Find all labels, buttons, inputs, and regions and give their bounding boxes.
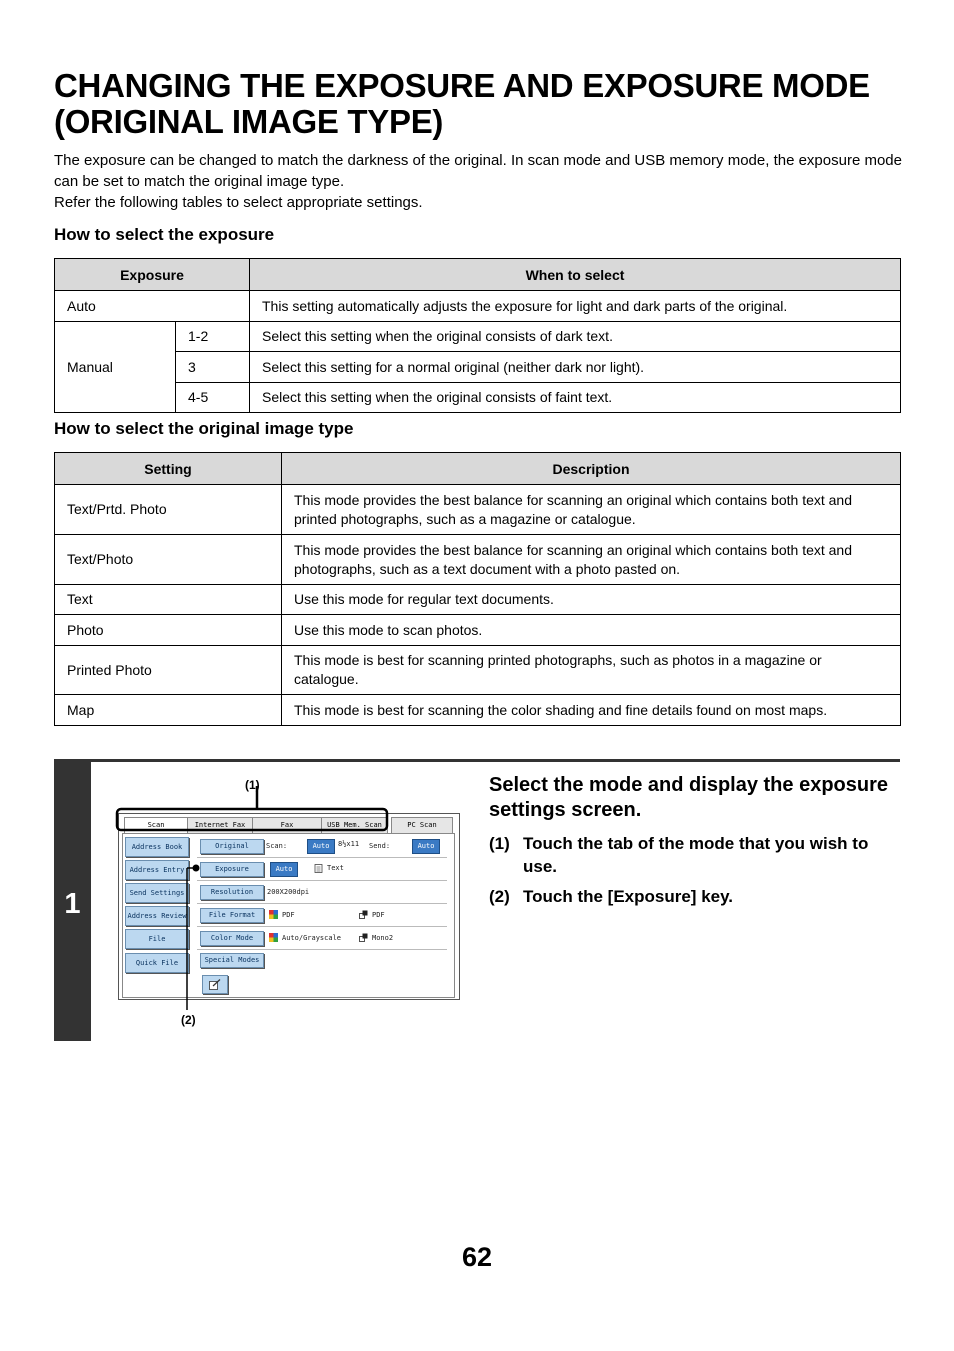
callout-label: (1)	[245, 778, 260, 792]
send-auto-indicator: Auto	[412, 839, 440, 854]
send-settings-button[interactable]: Send Settings	[125, 883, 189, 903]
description-cell: This setting automatically adjusts the exposure for light and dark parts of the original.	[250, 291, 901, 322]
intro-paragraph: The exposure can be changed to match the darkness of the original. In scan mode and USB memory mode, the exposure mode can be set to match the original image type.	[54, 152, 902, 190]
description-cell: This mode is best for scanning the color shading and fine details found on most maps.	[282, 695, 901, 726]
scan-label: Scan:	[266, 842, 288, 850]
level-cell: 3	[176, 352, 250, 383]
file-format-mono-value: PDF	[372, 911, 385, 919]
level-cell: 1-2	[176, 322, 250, 352]
column-header: Description	[282, 453, 901, 485]
page-title: CHANGING THE EXPOSURE AND EXPOSURE MODE (ORIGINAL IMAGE TYPE)	[54, 67, 870, 140]
table-row	[55, 535, 901, 585]
setting-cell: Printed Photo	[55, 646, 282, 695]
table-header-row	[55, 259, 901, 291]
column-header: Exposure	[55, 259, 250, 291]
callout-lines	[108, 782, 468, 1027]
special-modes-key[interactable]: Special Modes	[200, 953, 264, 968]
resolution-value: 200X200dpi	[267, 888, 310, 896]
substep-number: (2)	[489, 887, 510, 906]
original-key[interactable]: Original	[200, 839, 264, 854]
tab-usb-mem-scan[interactable]: USB Mem. Scan	[321, 817, 388, 834]
file-format-color-value: PDF	[282, 911, 295, 919]
address-review-button[interactable]: Address Review	[125, 906, 189, 926]
step-number: 1	[64, 888, 81, 920]
description-cell: Select this setting when the original consists of dark text.	[250, 322, 901, 352]
color-mode-color-value: Auto/Grayscale	[282, 934, 342, 942]
callout-label: (2)	[181, 1013, 196, 1027]
exposure-table	[54, 258, 901, 413]
tab-internet-fax[interactable]: Internet Fax	[187, 817, 253, 834]
table-row	[55, 352, 901, 383]
description-cell: Select this setting for a normal original (neither dark nor light).	[250, 352, 901, 383]
table-row	[55, 383, 901, 413]
column-header: Setting	[55, 453, 282, 485]
setting-cell: Text/Photo	[55, 535, 282, 585]
table-header-row	[55, 453, 901, 485]
exposure-cell: Manual	[55, 322, 176, 413]
tab-pc-scan[interactable]: PC Scan	[391, 817, 453, 834]
page-number: 62	[461, 1242, 493, 1272]
resolution-key[interactable]: Resolution	[200, 885, 264, 900]
setting-cell: Map	[55, 695, 282, 726]
step-block	[54, 759, 900, 1041]
intro-text	[54, 150, 914, 213]
description-cell: Use this mode to scan photos.	[282, 615, 901, 646]
description-cell: This mode is best for scanning printed photographs, such as photos in a magazine or catalogue.	[282, 646, 901, 695]
description-cell: This mode provides the best balance for scanning an original which contains both text and photographs, such as a text document with a photo pasted on.	[282, 535, 901, 585]
exposure-auto-indicator: Auto	[270, 862, 298, 877]
description-cell: This mode provides the best balance for scanning an original which contains both text and printed photographs, such as a magazine or catalogue.	[282, 485, 901, 535]
paper-size-label: 8½x11	[338, 840, 360, 848]
level-cell: 4-5	[176, 383, 250, 413]
column-header: When to select	[250, 259, 901, 291]
substep-text: Touch the [Exposure] key.	[523, 887, 734, 906]
image-type-heading: How to select the original image type	[54, 419, 354, 438]
table-row	[55, 695, 901, 726]
table-row	[55, 485, 901, 535]
table-row	[55, 322, 901, 352]
tab-fax[interactable]: Fax	[252, 817, 322, 834]
substep-number: (1)	[489, 834, 510, 853]
setting-cell: Text	[55, 585, 282, 615]
exposure-heading: How to select the exposure	[54, 225, 275, 244]
table-row	[55, 646, 901, 695]
table-row	[55, 291, 901, 322]
send-label: Send:	[369, 842, 391, 850]
image-type-table	[54, 452, 901, 726]
setting-cell: Photo	[55, 615, 282, 646]
color-mode-mono-value: Mono2	[372, 934, 394, 942]
address-entry-button[interactable]: Address Entry	[125, 860, 189, 880]
table-row	[55, 585, 901, 615]
exposure-cell: Auto	[55, 291, 250, 322]
setting-cell: Text/Prtd. Photo	[55, 485, 282, 535]
address-book-button[interactable]: Address Book	[125, 837, 189, 857]
file-format-key[interactable]: File Format	[200, 908, 264, 923]
substep-text: Touch the tab of the mode that you wish to use.	[523, 834, 869, 876]
exposure-key[interactable]: Exposure	[200, 862, 264, 877]
quick-file-button[interactable]: Quick File	[125, 953, 189, 973]
description-cell: Use this mode for regular text documents.	[282, 585, 901, 615]
exposure-mode-value: Text	[327, 864, 344, 872]
scan-auto-indicator: Auto	[307, 839, 335, 854]
step-number-bar	[54, 762, 91, 1041]
table-row	[55, 615, 901, 646]
intro-paragraph: Refer the following tables to select appropriate settings.	[54, 194, 423, 211]
file-button[interactable]: File	[125, 929, 189, 949]
step-title: Select the mode and display the exposure settings screen.	[489, 774, 889, 821]
description-cell: Select this setting when the original consists of faint text.	[250, 383, 901, 413]
color-mode-key[interactable]: Color Mode	[200, 931, 264, 946]
tab-scan[interactable]: Scan	[124, 817, 188, 834]
